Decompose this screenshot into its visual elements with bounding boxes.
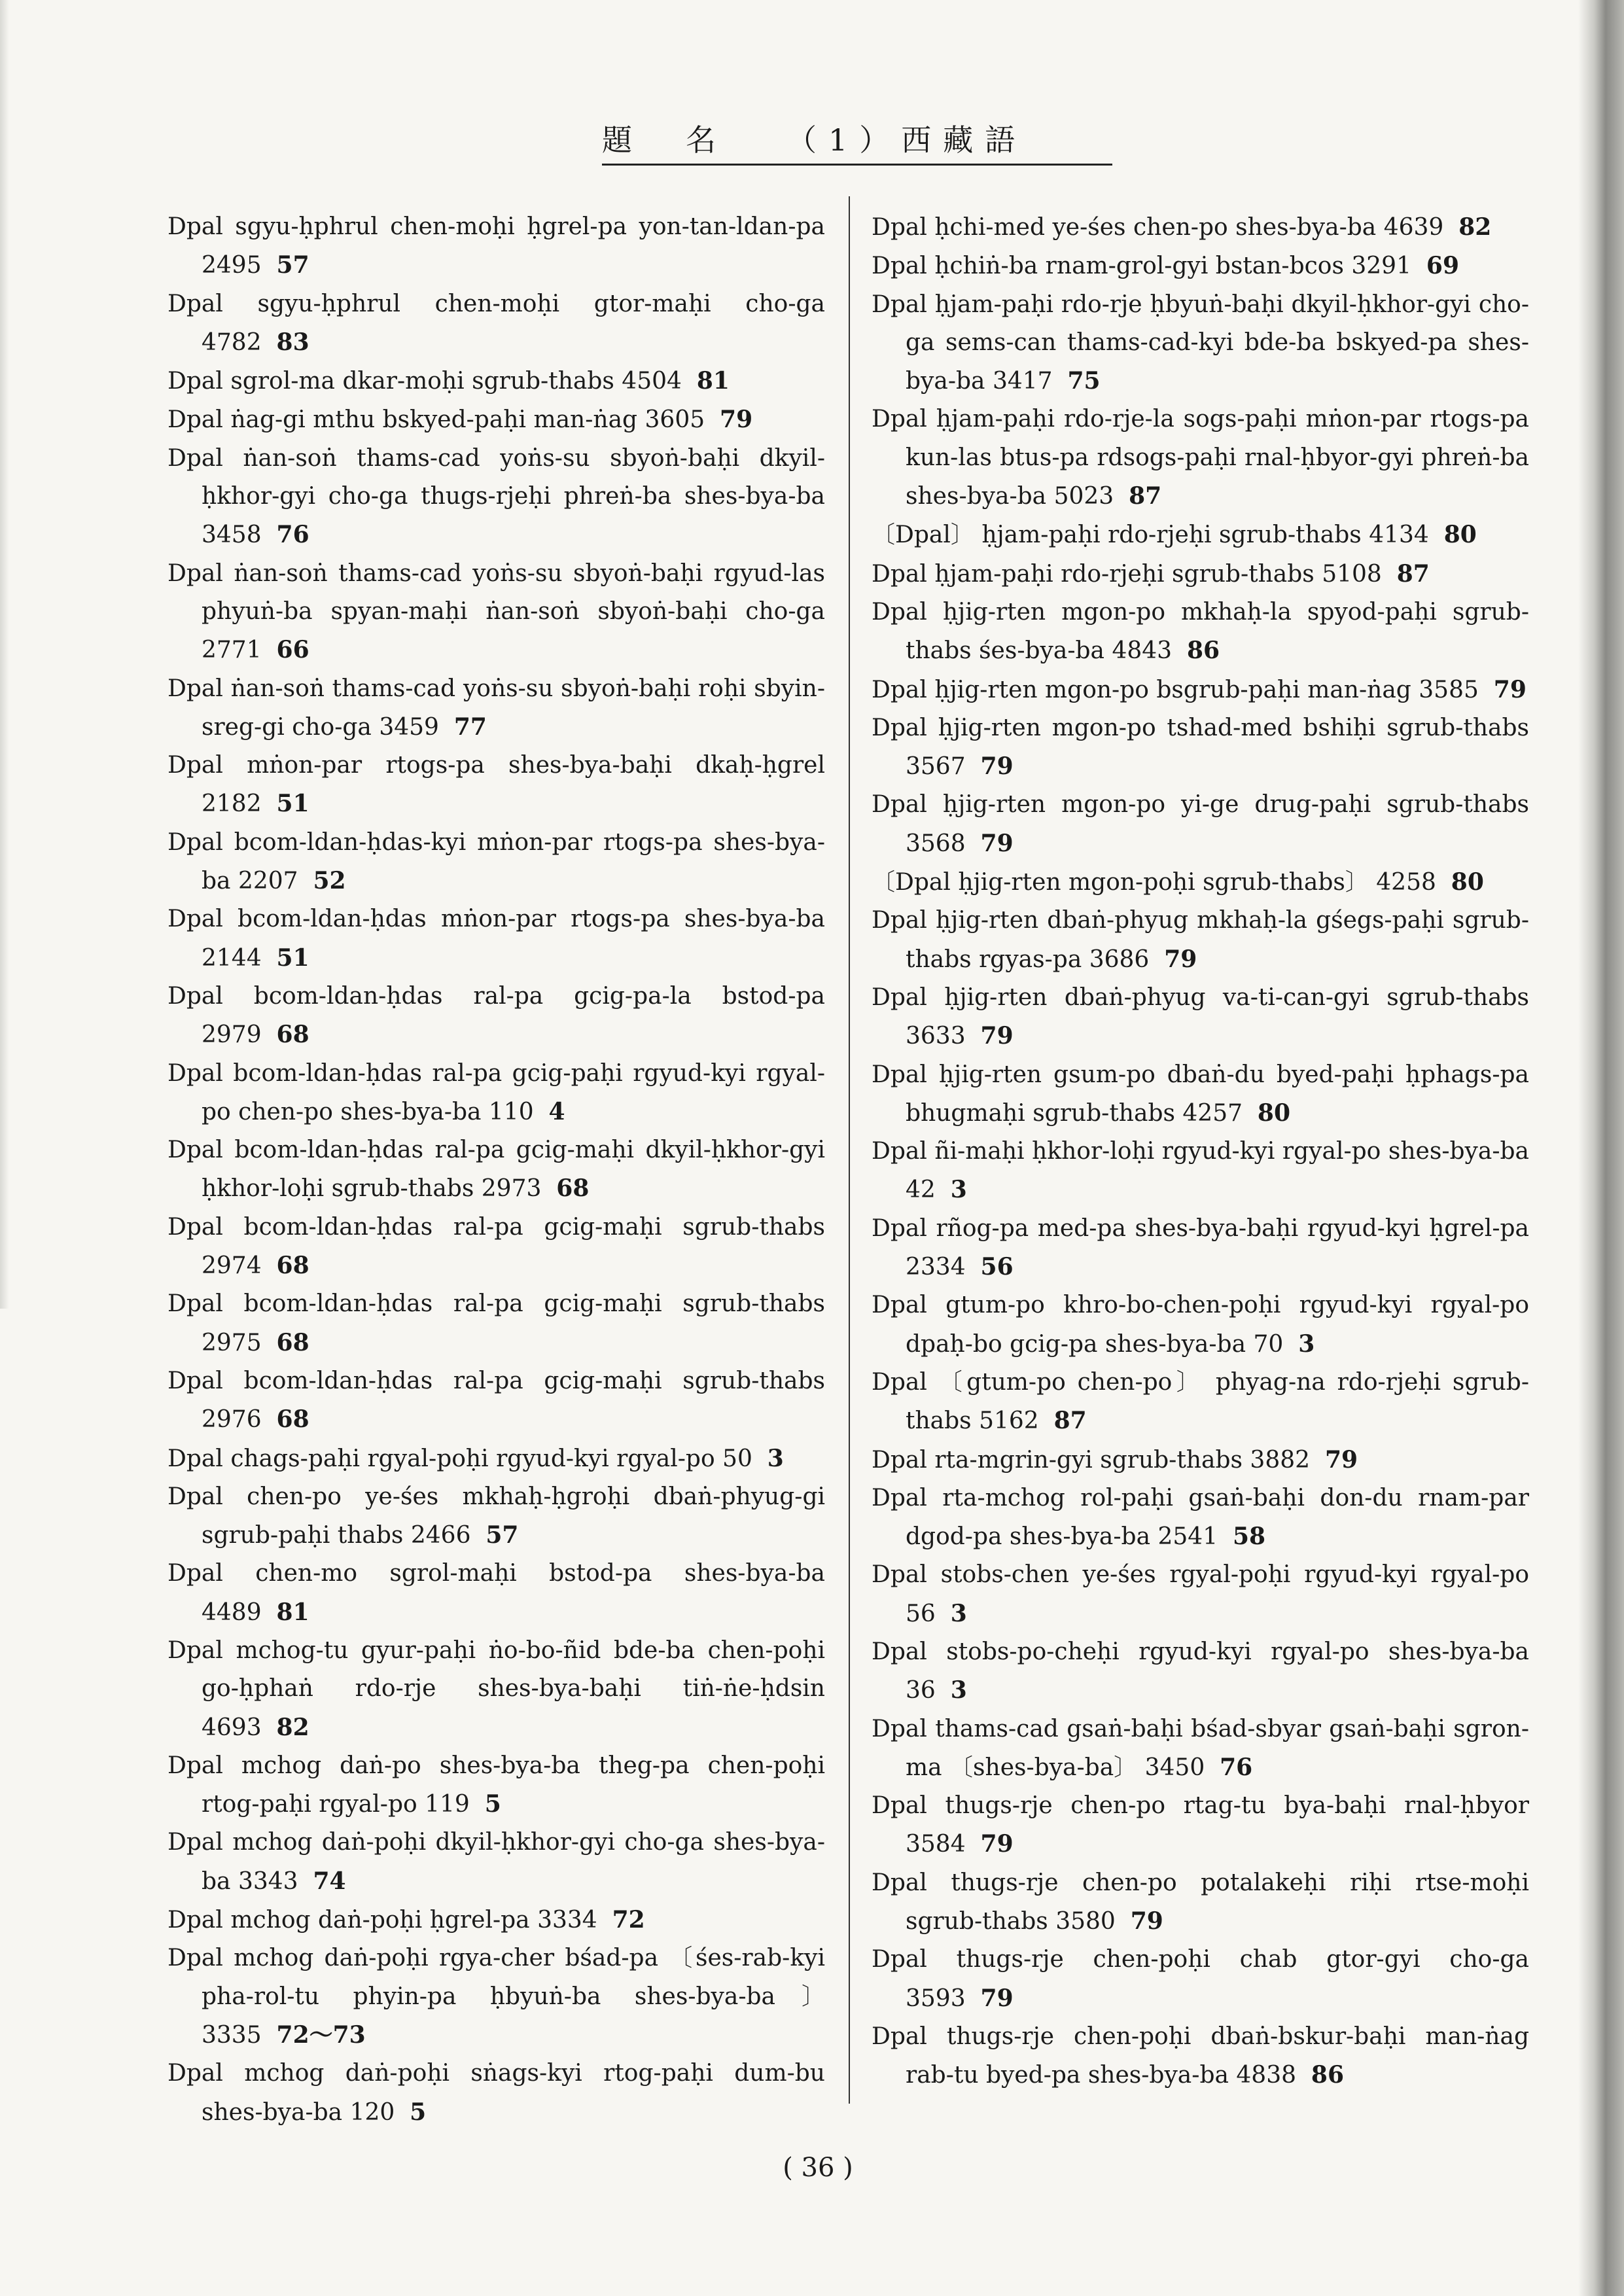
index-entry	[872, 593, 1529, 671]
index-entry	[872, 1787, 1529, 1864]
index-entry	[872, 400, 1529, 516]
entry-title: Dpal thugs-rje chen-poḥi dbaṅ-bskur-baḥi man-ṅag rab-tu byed-pa shes-bya-ba 4838	[872, 2022, 1529, 2089]
entry-title: Dpal sgyu-ḥphrul chen-moḥi gtor-maḥi cho-ga 4782	[168, 290, 825, 356]
entry-page-ref: 3	[1298, 1330, 1315, 1358]
index-entry	[168, 1632, 825, 1747]
entry-page-ref: 79	[1493, 675, 1527, 703]
entry-title: Dpal chen-po ye-śes mkhaḥ-ḥgroḥi dbaṅ-phyug-gi sgrub-paḥi thabs 2466	[168, 1483, 825, 1549]
entry-title: Dpal bcom-ldan-ḥdas ral-pa gcig-maḥi sgrub-thabs 2975	[168, 1290, 825, 1356]
entry-title: 〔Dpal〕 ḥjam-paḥi rdo-rjeḥi sgrub-thabs 4134	[872, 521, 1429, 549]
index-entry	[872, 1210, 1529, 1287]
entry-page-ref: 57	[276, 251, 309, 279]
entry-title: Dpal rñog-pa med-pa shes-bya-baḥi rgyud-kyi ḥgrel-pa 2334	[872, 1214, 1529, 1281]
entry-page-ref: 79	[980, 1830, 1014, 1858]
entry-page-ref: 3	[950, 1676, 967, 1704]
entry-title: Dpal mchog daṅ-po shes-bya-ba theg-pa chen-poḥi rtog-paḥi rgyal-po 119	[168, 1752, 825, 1818]
entry-title: Dpal mchog-tu gyur-paḥi ṅo-bo-ñid bde-ba chen-poḥi go-ḥphaṅ rdo-rje shes-bya-baḥi tiṅ-ṅe-ḥdsin 4693	[168, 1636, 825, 1741]
entry-page-ref: 56	[980, 1253, 1014, 1281]
entry-title: Dpal sgrol-ma dkar-moḥi sgrub-thabs 4504	[168, 368, 682, 395]
index-entry	[168, 670, 825, 747]
entry-page-ref: 72	[612, 1906, 645, 1934]
entry-title: Dpal thugs-rje chen-po rtag-tu bya-baḥi rnal-ḥbyor 3584	[872, 1792, 1529, 1858]
right-column	[872, 208, 1529, 2095]
scan-shadow-right	[1578, 0, 1624, 2296]
entry-title: Dpal chen-mo sgrol-maḥi bstod-pa shes-bya-ba 4489	[168, 1560, 825, 1626]
index-entry	[872, 1633, 1529, 1710]
index-entry	[872, 1479, 1529, 1557]
entry-page-ref: 82	[276, 1713, 309, 1741]
entry-page-ref: 79	[1164, 945, 1197, 973]
index-entry	[872, 979, 1529, 1056]
entry-page-ref: 4	[548, 1097, 565, 1125]
entry-page-ref: 79	[980, 829, 1014, 857]
index-entry	[872, 1710, 1529, 1788]
entry-title: Dpal ḥjig-rten mgon-po mkhaḥ-la spyod-paḥi sgrub-thabs śes-bya-ba 4843	[872, 598, 1529, 665]
entry-title: Dpal ḥjig-rten dbaṅ-phyug mkhaḥ-la gśegs-paḥi sgrub-thabs rgyas-pa 3686	[872, 907, 1529, 973]
index-entry	[168, 362, 825, 400]
entry-page-ref: 87	[1396, 559, 1430, 588]
index-entry	[168, 1478, 825, 1555]
entry-page-ref: 80	[1451, 868, 1484, 896]
scan-shadow-left	[0, 0, 9, 1309]
entry-page-ref: 77	[453, 713, 487, 741]
entry-title: Dpal ṅan-soṅ thams-cad yoṅs-su sbyoṅ-baḥi roḥi sbyin-sreg-gi cho-ga 3459	[168, 675, 825, 741]
entry-title: Dpal thams-cad gsaṅ-baḥi bśad-sbyar gsaṅ-baḥi sgron-ma 〔shes-bya-ba〕 3450	[872, 1715, 1529, 1781]
entry-page-ref: 66	[276, 636, 309, 664]
index-entry	[872, 286, 1529, 401]
index-entry	[872, 2018, 1529, 2095]
entry-title: Dpal bcom-ldan-ḥdas mṅon-par rtogs-pa shes-bya-ba 2144	[168, 906, 825, 972]
entry-page-ref: 57	[485, 1521, 519, 1549]
entry-page-ref: 72～73	[276, 2021, 366, 2049]
entry-page-ref: 69	[1426, 252, 1459, 280]
index-entry	[872, 1864, 1529, 1941]
entry-title: Dpal ṅan-soṅ thams-cad yoṅs-su sbyoṅ-baḥi dkyil-ḥkhor-gyi cho-ga thugs-rjeḥi phreṅ-ba shes-bya-ba 3458	[168, 444, 825, 549]
entry-title: Dpal ḥjig-rten mgon-po tshad-med bshiḥi sgrub-thabs 3567	[872, 714, 1529, 781]
entry-title: Dpal mchog daṅ-poḥi rgya-cher bśad-pa 〔śes-rab-kyi pha-rol-tu phyin-pa ḥbyuṅ-ba shes-bya-ba〕 3335	[168, 1945, 825, 2049]
entry-page-ref: 83	[276, 328, 309, 356]
index-entry	[872, 709, 1529, 786]
entry-title: Dpal mṅon-par rtogs-pa shes-bya-baḥi dkaḥ-ḥgrel 2182	[168, 752, 825, 818]
index-entry	[168, 1285, 825, 1362]
entry-page-ref: 3	[950, 1176, 967, 1204]
page-header	[602, 116, 1112, 166]
entry-page-ref: 68	[276, 1021, 309, 1049]
page-number: ( 36 )	[783, 2153, 853, 2183]
entry-title: Dpal thugs-rje chen-po potalakeḥi riḥi rtse-moḥi sgrub-thabs 3580	[872, 1869, 1529, 1935]
entry-title: Dpal mchog daṅ-poḥi dkyil-ḥkhor-gyi cho-ga shes-bya-ba 3343	[168, 1829, 825, 1895]
index-entry	[872, 555, 1529, 593]
entry-page-ref: 68	[556, 1174, 590, 1203]
entry-title: Dpal ḥjam-paḥi rdo-rje-la sogs-paḥi mṅon-par rtogs-pa kun-las btus-pa rdsogs-paḥi rnal-ḥbyor-gyi phreṅ-ba shes-bya-ba 5023	[872, 406, 1529, 510]
index-entry	[872, 1441, 1529, 1479]
index-entry	[168, 285, 825, 362]
entry-page-ref: 76	[1220, 1753, 1253, 1781]
entry-page-ref: 82	[1458, 213, 1492, 241]
entry-page-ref: 79	[1130, 1907, 1163, 1935]
entry-title: Dpal ḥjig-rten mgon-po yi-ge drug-paḥi sgrub-thabs 3568	[872, 791, 1529, 857]
index-entry	[168, 555, 825, 670]
index-entry	[168, 1209, 825, 1286]
entry-page-ref: 81	[696, 367, 730, 395]
entry-page-ref: 79	[980, 1984, 1014, 2012]
entry-title: Dpal ḥjig-rten gsum-po dbaṅ-du byed-paḥi ḥphags-pa bhugmaḥi sgrub-thabs 4257	[872, 1061, 1529, 1127]
entry-title: Dpal ḥjig-rten mgon-po bsgrub-paḥi man-ṅag 3585	[872, 676, 1479, 703]
entry-title: Dpal ḥchi-med ye-śes chen-po shes-bya-ba 4639	[872, 214, 1444, 241]
entry-title: Dpal 〔gtum-po chen-po〕 phyag-na rdo-rjeḥi sgrub-thabs 5162	[872, 1368, 1529, 1435]
header-section: （1）西藏語	[786, 122, 1027, 158]
entry-title: Dpal mchog daṅ-poḥi sṅags-kyi rtog-paḥi dum-bu shes-bya-ba 120	[168, 2060, 825, 2126]
index-entry	[872, 902, 1529, 979]
index-entry	[168, 1362, 825, 1439]
entry-title: Dpal bcom-ldan-ḥdas ral-pa gcig-maḥi sgrub-thabs 2974	[168, 1213, 825, 1280]
entry-title: Dpal bcom-ldan-ḥdas ral-pa gcig-pa-la bstod-pa 2979	[168, 982, 825, 1049]
entry-page-ref: 80	[1257, 1099, 1291, 1127]
entry-title: Dpal sgyu-ḥphrul chen-moḥi ḥgrel-pa yon-tan-ldan-pa 2495	[168, 213, 825, 279]
index-entry	[168, 400, 825, 439]
entry-page-ref: 51	[276, 944, 309, 972]
entry-page-ref: 86	[1186, 637, 1220, 665]
entry-title: Dpal bcom-ldan-ḥdas ral-pa gcig-maḥi dkyil-ḥkhor-gyi ḥkhor-loḥi sgrub-thabs 2973	[168, 1137, 825, 1203]
entry-page-ref: 87	[1053, 1407, 1087, 1435]
index-entry	[168, 900, 825, 978]
index-entry	[168, 1131, 825, 1209]
entry-title: Dpal bcom-ldan-ḥdas-kyi mṅon-par rtogs-pa shes-bya-ba 2207	[168, 828, 825, 895]
column-divider	[849, 196, 850, 2104]
index-entry	[872, 671, 1529, 709]
entry-page-ref: 58	[1233, 1523, 1266, 1551]
entry-page-ref: 74	[313, 1867, 346, 1895]
entry-page-ref: 52	[313, 867, 346, 895]
index-entry	[168, 208, 825, 285]
entry-page-ref: 5	[484, 1790, 501, 1818]
index-entry	[872, 786, 1529, 863]
index-entry	[168, 747, 825, 824]
entry-page-ref: 76	[276, 521, 309, 549]
entry-title: Dpal mchog daṅ-poḥi ḥgrel-pa 3334	[168, 1907, 597, 1934]
index-entry	[168, 1055, 825, 1132]
index-entry	[872, 1286, 1529, 1364]
entry-page-ref: 51	[276, 790, 309, 818]
entry-title: Dpal ḥjam-paḥi rdo-rje ḥbyuṅ-baḥi dkyil-ḥkhor-gyi cho-ga sems-can thams-cad-kyi bde-ba bskyed-pa shes-bya-ba 3417	[872, 291, 1529, 395]
entry-page-ref: 79	[720, 406, 753, 434]
entry-page-ref: 5	[410, 2098, 427, 2126]
index-entry	[168, 1901, 825, 1939]
entry-title: Dpal bcom-ldan-ḥdas ral-pa gcig-maḥi sgrub-thabs 2976	[168, 1367, 825, 1434]
entry-title: Dpal stobs-po-cheḥi rgyud-kyi rgyal-po shes-bya-ba 36	[872, 1638, 1529, 1704]
entry-page-ref: 79	[980, 752, 1014, 781]
index-entry	[168, 1439, 825, 1478]
entry-page-ref: 68	[276, 1328, 309, 1356]
entry-title: Dpal gtum-po khro-bo-chen-poḥi rgyud-kyi rgyal-po dpaḥ-bo gcig-pa shes-bya-ba 70	[872, 1292, 1529, 1358]
index-entry	[872, 1941, 1529, 2018]
index-entry	[168, 2055, 825, 2132]
index-entry	[872, 1556, 1529, 1633]
index-entry	[872, 863, 1529, 902]
entry-page-ref: 80	[1443, 521, 1477, 549]
index-entry	[168, 1824, 825, 1901]
entry-title: Dpal ñi-maḥi ḥkhor-loḥi rgyud-kyi rgyal-po shes-bya-ba 42	[872, 1138, 1529, 1204]
entry-page-ref: 79	[980, 1022, 1014, 1050]
index-entry	[872, 208, 1529, 247]
entry-title: Dpal ḥjig-rten dbaṅ-phyug va-ti-can-gyi sgrub-thabs 3633	[872, 983, 1529, 1050]
entry-title: Dpal ḥchiṅ-ba rnam-grol-gyi bstan-bcos 3291	[872, 253, 1411, 280]
entry-title: 〔Dpal ḥjig-rten mgon-poḥi sgrub-thabs〕 4258	[872, 869, 1436, 896]
entry-title: Dpal bcom-ldan-ḥdas ral-pa gcig-paḥi rgyud-kyi rgyal-po chen-po shes-bya-ba 110	[168, 1059, 825, 1125]
entry-title: Dpal thugs-rje chen-poḥi chab gtor-gyi cho-ga 3593	[872, 1946, 1529, 2012]
index-entry	[168, 978, 825, 1055]
index-entry	[168, 1555, 825, 1632]
entry-title: Dpal stobs-chen ye-śes rgyal-poḥi rgyud-kyi rgyal-po 56	[872, 1561, 1529, 1627]
entry-title: Dpal ḥjam-paḥi rdo-rjeḥi sgrub-thabs 5108	[872, 560, 1382, 588]
entry-page-ref: 3	[767, 1444, 784, 1472]
entry-title: Dpal chags-paḥi rgyal-poḥi rgyud-kyi rgyal-po 50	[168, 1445, 752, 1472]
entry-page-ref: 3	[950, 1599, 967, 1627]
index-entry	[168, 440, 825, 555]
header-title: 題 名	[602, 122, 728, 158]
entry-title: Dpal ṅan-soṅ thams-cad yoṅs-su sbyoṅ-baḥi rgyud-las phyuṅ-ba spyan-maḥi ṅan-soṅ sbyoṅ-baḥi cho-ga 2771	[168, 559, 825, 664]
entry-page-ref: 87	[1129, 482, 1162, 510]
left-column	[168, 208, 825, 2132]
index-entry	[872, 247, 1529, 285]
entry-title: Dpal rta-mchog rol-paḥi gsaṅ-baḥi don-du rnam-par dgod-pa shes-bya-ba 2541	[872, 1484, 1529, 1551]
entry-page-ref: 79	[1324, 1445, 1358, 1474]
index-entry	[168, 1747, 825, 1824]
index-entry	[872, 1133, 1529, 1210]
index-entry	[872, 1056, 1529, 1133]
index-entry	[168, 1939, 825, 2055]
entry-title: Dpal rta-mgrin-gyi sgrub-thabs 3882	[872, 1446, 1311, 1474]
entry-page-ref: 68	[276, 1252, 309, 1280]
index-entry	[872, 1364, 1529, 1441]
entry-page-ref: 81	[276, 1598, 309, 1626]
entry-title: Dpal ṅag-gi mthu bskyed-paḥi man-ṅag 3605	[168, 406, 705, 434]
entry-page-ref: 75	[1067, 367, 1101, 395]
entry-page-ref: 68	[276, 1405, 309, 1434]
entry-page-ref: 86	[1311, 2061, 1345, 2089]
index-entry	[872, 516, 1529, 554]
index-entry	[168, 824, 825, 901]
